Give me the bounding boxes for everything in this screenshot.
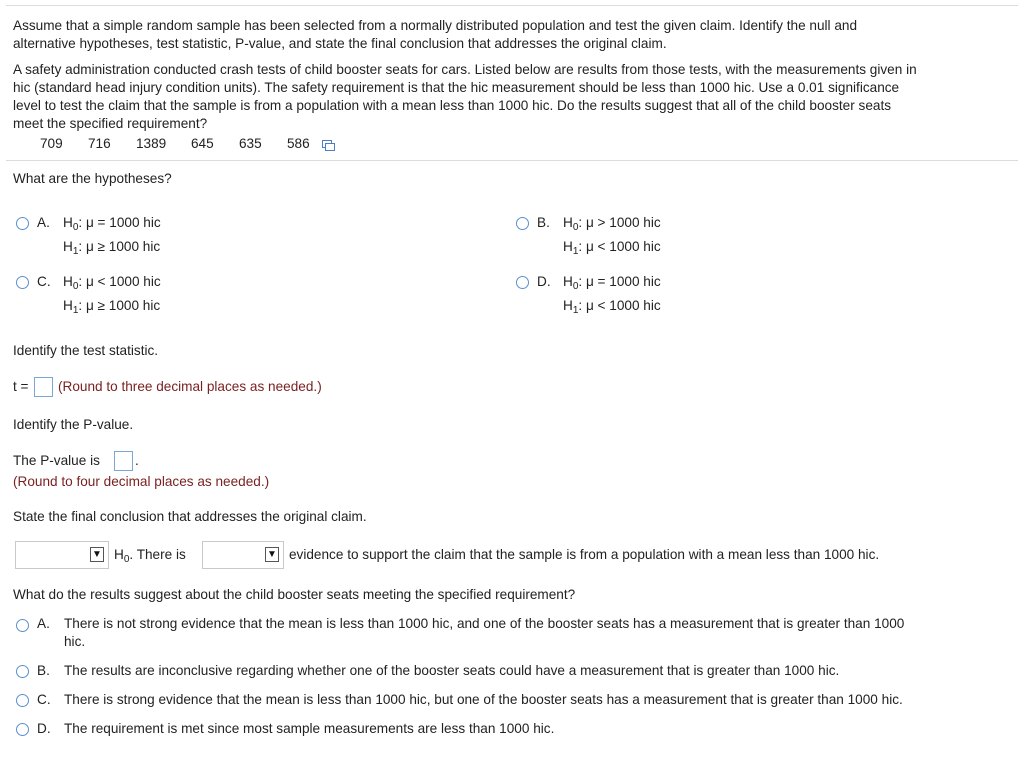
conclusion-h0-text: [114, 546, 186, 564]
hypothesis-option-d-radio[interactable]: [516, 276, 529, 289]
result-option-a-letter: A.: [37, 616, 50, 631]
evidence-strength-dropdown[interactable]: [202, 541, 284, 569]
subscript-0: 0: [72, 281, 79, 292]
problem-line-3: level to test the claim that the sample is from a population with a mean less than 1000 hic. Do the results suggest that all of the child booster seats: [13, 98, 892, 113]
h0-statement: : μ > 1000 hic: [578, 215, 661, 230]
conclusion-question: State the final conclusion that addresses the original claim.: [13, 509, 367, 524]
subscript-0: 0: [72, 222, 79, 233]
h0-statement: : μ = 1000 hic: [78, 215, 161, 230]
pvalue-label: The P-value is: [13, 453, 100, 468]
data-value: 709: [40, 136, 63, 151]
dropdown-arrow-icon: ▼: [90, 547, 104, 562]
hypotheses-question: What are the hypotheses?: [13, 171, 172, 186]
result-option-a-text-2: hic.: [64, 634, 86, 649]
conclusion-tail-text: evidence to support the claim that the sample is from a population with a mean less than 1000 hic.: [289, 547, 880, 562]
result-option-d-text: The requirement is met since most sample measurements are less than 1000 hic.: [64, 721, 555, 736]
result-option-a-radio[interactable]: [16, 619, 29, 632]
result-option-b-letter: B.: [37, 663, 50, 678]
hypothesis-option-b-h0: [563, 214, 661, 232]
result-option-c-radio[interactable]: [16, 694, 29, 707]
result-option-c-letter: C.: [37, 692, 51, 707]
hypothesis-option-a-radio[interactable]: [16, 217, 29, 230]
h1-statement: : μ ≥ 1000 hic: [78, 298, 161, 313]
data-value: 635: [239, 136, 262, 151]
subscript-1: 1: [572, 246, 579, 257]
result-option-c-text: There is strong evidence that the mean is less than 1000 hic, but one of the booster seats has a measurement that is greater than 1000 hic.: [64, 692, 903, 707]
subscript-1: 1: [72, 305, 79, 316]
result-option-a-text: There is not strong evidence that the mean is less than 1000 hic, and one of the booster seats has a measurement that is greater than 1000: [64, 616, 905, 631]
results-question: What do the results suggest about the child booster seats meeting the specified requirement?: [13, 587, 576, 602]
hypothesis-option-a-letter: A.: [37, 215, 50, 230]
hypothesis-option-c-h1: [63, 297, 160, 315]
problem-line-1: A safety administration conducted crash tests of child booster seats for cars. Listed below are results from those tests, with the measurements given in: [13, 62, 917, 77]
t-equals-label: t =: [13, 379, 29, 394]
test-statistic-question: Identify the test statistic.: [13, 343, 159, 358]
hypothesis-option-b-radio[interactable]: [516, 217, 529, 230]
problem-line-2: hic (standard head injury condition units). The safety requirement is that the hic measurement should be less than 1000 hic. Use a 0.01 significance: [13, 80, 900, 95]
h0-statement: : μ = 1000 hic: [578, 274, 661, 289]
result-option-b-text: The results are inconclusive regarding whether one of the booster seats could have a measurement that is greater than 1000 hic.: [64, 663, 840, 678]
h-symbol: H: [563, 215, 573, 230]
hypothesis-option-c-radio[interactable]: [16, 276, 29, 289]
hypothesis-option-a-h0: [63, 214, 161, 232]
h1-statement: : μ ≥ 1000 hic: [78, 239, 161, 254]
hypothesis-option-c-letter: C.: [37, 274, 51, 289]
hypothesis-option-b-letter: B.: [537, 215, 550, 230]
result-option-d-letter: D.: [37, 721, 51, 736]
there-is-text: . There is: [129, 547, 186, 562]
intro-line-1: Assume that a simple random sample has been selected from a normally distributed population and test the given claim. Identify the null and: [13, 18, 858, 33]
copy-data-icon[interactable]: [322, 140, 334, 150]
subscript-0: 0: [572, 281, 579, 292]
section-divider: [6, 160, 1018, 161]
data-value: 716: [88, 136, 111, 151]
h-symbol: H: [563, 239, 573, 254]
h-symbol: H: [563, 298, 573, 313]
hypothesis-option-d-h1: [563, 297, 661, 315]
data-value: 645: [191, 136, 214, 151]
pvalue-hint: (Round to four decimal places as needed.): [13, 474, 270, 489]
data-value: 1389: [136, 136, 167, 151]
h-symbol: H: [63, 274, 73, 289]
subscript-0: 0: [123, 554, 130, 565]
hypothesis-option-d-h0: [563, 273, 661, 291]
pvalue-input[interactable]: [114, 451, 133, 471]
top-divider: [6, 5, 1018, 6]
test-statistic-hint: (Round to three decimal places as needed.): [58, 379, 322, 394]
problem-line-4: meet the specified requirement?: [13, 116, 208, 131]
result-option-b-radio[interactable]: [16, 665, 29, 678]
h0-statement: : μ < 1000 hic: [78, 274, 161, 289]
intro-line-2: alternative hypotheses, test statistic, P-value, and state the final conclusion that addresses the original claim.: [13, 36, 667, 51]
dropdown-arrow-icon: ▼: [265, 547, 279, 562]
pvalue-period: .: [135, 453, 139, 468]
hypothesis-option-d-letter: D.: [537, 274, 551, 289]
reject-decision-dropdown[interactable]: [15, 541, 109, 569]
h-symbol: H: [63, 239, 73, 254]
pvalue-question: Identify the P-value.: [13, 417, 134, 432]
h1-statement: : μ < 1000 hic: [578, 239, 661, 254]
test-statistic-input[interactable]: [34, 377, 53, 397]
result-option-d-radio[interactable]: [16, 723, 29, 736]
subscript-0: 0: [572, 222, 579, 233]
data-value: 586: [287, 136, 310, 151]
h-symbol: H: [63, 298, 73, 313]
h-symbol: H: [114, 547, 124, 562]
hypothesis-option-b-h1: [563, 238, 661, 256]
hypothesis-option-c-h0: [63, 273, 161, 291]
h-symbol: H: [63, 215, 73, 230]
h-symbol: H: [563, 274, 573, 289]
h1-statement: : μ < 1000 hic: [578, 298, 661, 313]
subscript-1: 1: [572, 305, 579, 316]
subscript-1: 1: [72, 246, 79, 257]
hypothesis-option-a-h1: [63, 238, 160, 256]
